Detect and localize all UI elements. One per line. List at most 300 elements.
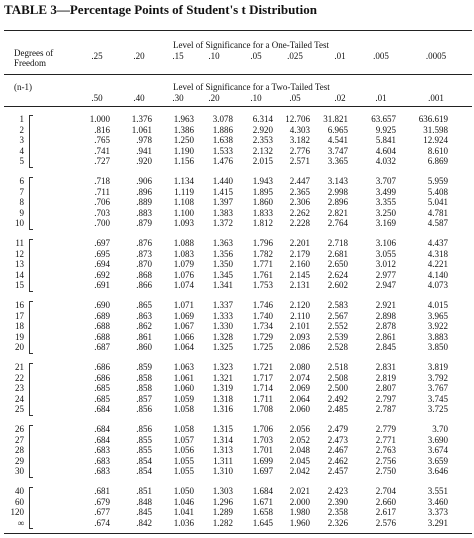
value-cell: 5.959 xyxy=(427,176,448,186)
value-cell: 2.583 xyxy=(327,300,348,310)
value-cell: 1.310 xyxy=(212,466,233,477)
df-cell: 27 xyxy=(15,434,24,445)
table-row xyxy=(0,497,474,508)
one_tailed_levels-level-4: .05 xyxy=(250,51,262,61)
df-cell: 5 xyxy=(19,156,24,167)
value-cell: 1.041 xyxy=(173,507,194,518)
value-cell: 2.576 xyxy=(375,517,396,528)
value-cell: 2.819 xyxy=(375,372,396,383)
table-row xyxy=(0,208,474,219)
table-row xyxy=(0,270,474,281)
value-cell: 1.397 xyxy=(212,197,233,208)
value-cell: 2.485 xyxy=(327,404,348,415)
bottom-rule xyxy=(4,533,472,534)
value-cell: 1.296 xyxy=(212,496,233,507)
header-divider-1 xyxy=(4,74,472,75)
value-cell: .685 xyxy=(94,383,110,394)
value-cell: .854 xyxy=(136,466,152,477)
top-rule xyxy=(4,30,472,31)
value-cell: 2.462 xyxy=(327,455,348,466)
value-cell: .861 xyxy=(136,331,152,342)
row-group xyxy=(0,176,474,229)
table-row xyxy=(0,135,474,146)
table-row xyxy=(0,156,474,167)
table-row xyxy=(0,373,474,384)
value-cell: .684 xyxy=(94,424,110,434)
value-cell: .687 xyxy=(94,342,110,353)
value-cell: .694 xyxy=(94,259,110,270)
value-cell: 3.767 xyxy=(427,383,448,394)
value-cell: 2.086 xyxy=(289,342,310,353)
value-cell: 9.925 xyxy=(375,124,396,135)
value-cell: 1.074 xyxy=(173,280,194,291)
value-cell: 2.977 xyxy=(375,269,396,280)
value-cell: 4.781 xyxy=(427,207,448,218)
value-cell: .896 xyxy=(136,186,152,197)
table-row xyxy=(0,311,474,322)
value-cell: .700 xyxy=(94,218,110,229)
value-cell: 3.659 xyxy=(427,455,448,466)
value-cell: 2.500 xyxy=(327,383,348,394)
table-row xyxy=(0,332,474,343)
value-cell: 1.282 xyxy=(212,517,233,528)
value-cell: .692 xyxy=(94,269,110,280)
value-cell: .978 xyxy=(136,135,152,146)
header-divider-2 xyxy=(4,106,472,107)
two_tailed_levels-level-6: .02 xyxy=(334,93,346,103)
value-cell: 1.319 xyxy=(212,383,233,394)
value-cell: 2.617 xyxy=(375,507,396,518)
value-cell: .690 xyxy=(94,300,110,310)
value-cell: 1.337 xyxy=(212,300,233,310)
value-cell: 1.796 xyxy=(252,238,273,248)
value-cell: .685 xyxy=(94,393,110,404)
two_tailed_levels-level-3: .20 xyxy=(208,93,220,103)
value-cell: 3.169 xyxy=(375,218,396,229)
value-cell: 2.878 xyxy=(375,321,396,332)
df-cell: 25 xyxy=(15,404,24,415)
value-cell: 1.963 xyxy=(173,114,194,124)
one_tailed_levels-level-1: .20 xyxy=(133,51,145,61)
df-cell: 19 xyxy=(15,331,24,342)
value-cell: .686 xyxy=(94,372,110,383)
value-cell: 3.106 xyxy=(375,238,396,248)
value-cell: 1.658 xyxy=(252,507,273,518)
table-row xyxy=(0,424,474,435)
df-cell: 15 xyxy=(15,280,24,291)
value-cell: 636.619 xyxy=(418,114,448,124)
value-cell: 3.355 xyxy=(375,197,396,208)
value-cell: 4.604 xyxy=(375,145,396,156)
value-cell: 1.729 xyxy=(252,331,273,342)
value-cell: 31.598 xyxy=(423,124,448,135)
value-cell: 2.602 xyxy=(327,280,348,291)
table-row xyxy=(0,249,474,260)
df-cell: 6 xyxy=(19,176,24,186)
value-cell: 2.896 xyxy=(327,197,348,208)
value-cell: 1.119 xyxy=(174,186,194,197)
value-cell: 4.073 xyxy=(427,280,448,291)
value-cell: 1.076 xyxy=(173,269,194,280)
value-cell: 2.831 xyxy=(375,362,396,372)
value-cell: 1.056 xyxy=(173,445,194,456)
value-cell: 1.638 xyxy=(212,135,233,146)
value-cell: 1.046 xyxy=(173,496,194,507)
value-cell: 1.717 xyxy=(252,372,273,383)
value-cell: 1.376 xyxy=(131,114,152,124)
value-cell: 1.100 xyxy=(173,207,194,218)
value-cell: 3.078 xyxy=(212,114,233,124)
value-cell: 2.518 xyxy=(327,362,348,372)
value-cell: 2.681 xyxy=(327,248,348,259)
value-cell: 1.061 xyxy=(173,372,194,383)
value-cell: 1.476 xyxy=(212,156,233,167)
value-cell: 2.947 xyxy=(375,280,396,291)
value-cell: 1.714 xyxy=(252,383,273,394)
value-cell: 2.457 xyxy=(327,466,348,477)
df-cell: 120 xyxy=(10,507,24,518)
value-cell: 1.960 xyxy=(289,517,310,528)
value-cell: 1.036 xyxy=(173,517,194,528)
value-cell: 2.704 xyxy=(375,486,396,496)
value-cell: 1.060 xyxy=(173,383,194,394)
value-cell: 1.697 xyxy=(252,466,273,477)
value-cell: .683 xyxy=(94,455,110,466)
value-cell: 2.845 xyxy=(375,342,396,353)
table-row xyxy=(0,218,474,229)
value-cell: 2.262 xyxy=(289,207,310,218)
value-cell: 2.528 xyxy=(327,342,348,353)
value-cell: 2.074 xyxy=(289,372,310,383)
value-cell: 3.883 xyxy=(427,331,448,342)
value-cell: 5.841 xyxy=(375,135,396,146)
value-cell: 1.711 xyxy=(253,393,273,404)
value-cell: .858 xyxy=(136,383,152,394)
value-cell: 1.350 xyxy=(212,259,233,270)
value-cell: 2.060 xyxy=(289,404,310,415)
value-cell: 2.306 xyxy=(289,197,310,208)
value-cell: 1.321 xyxy=(212,372,233,383)
value-cell: .941 xyxy=(136,145,152,156)
value-cell: 8.610 xyxy=(427,145,448,156)
value-cell: .848 xyxy=(136,496,152,507)
value-cell: 31.821 xyxy=(323,114,348,124)
value-cell: 1.833 xyxy=(252,207,273,218)
table-row xyxy=(0,394,474,405)
value-cell: 1.356 xyxy=(212,248,233,259)
value-cell: 2.467 xyxy=(327,445,348,456)
table-row xyxy=(0,383,474,394)
value-cell: 63.657 xyxy=(371,114,396,124)
value-cell: 2.473 xyxy=(327,434,348,445)
value-cell: 1.323 xyxy=(212,362,233,372)
value-cell: .703 xyxy=(94,207,110,218)
table-row xyxy=(0,280,474,291)
value-cell: 2.390 xyxy=(327,496,348,507)
value-cell: 1.314 xyxy=(212,434,233,445)
row-group xyxy=(0,300,474,353)
df-cell: 12 xyxy=(15,248,24,259)
value-cell: .854 xyxy=(136,455,152,466)
df-cell: 30 xyxy=(15,466,24,477)
value-cell: 3.792 xyxy=(427,372,448,383)
value-cell: 2.160 xyxy=(289,259,310,270)
value-cell: 2.042 xyxy=(289,466,310,477)
value-cell: 2.821 xyxy=(327,207,348,218)
value-cell: 2.110 xyxy=(290,310,310,321)
value-cell: 2.000 xyxy=(289,496,310,507)
value-cell: 3.291 xyxy=(427,517,448,528)
value-cell: 1.000 xyxy=(89,114,110,124)
table-row xyxy=(0,300,474,311)
table-row xyxy=(0,486,474,497)
row-group xyxy=(0,424,474,477)
value-cell: .711 xyxy=(94,186,110,197)
value-cell: 1.069 xyxy=(173,310,194,321)
value-cell: .695 xyxy=(94,248,110,259)
value-cell: .870 xyxy=(136,259,152,270)
table-row xyxy=(0,362,474,373)
value-cell: 1.093 xyxy=(173,218,194,229)
value-cell: .691 xyxy=(94,280,110,291)
value-cell: 2.015 xyxy=(252,156,273,167)
value-cell: 2.326 xyxy=(327,517,348,528)
df-cell: 22 xyxy=(15,372,24,383)
table-row xyxy=(0,187,474,198)
value-cell: 1.050 xyxy=(173,486,194,496)
df-cell: 16 xyxy=(15,300,24,310)
value-cell: 1.684 xyxy=(252,486,273,496)
table-title: TABLE 3—Percentage Points of Student's t Distribution xyxy=(4,2,317,17)
table-row xyxy=(0,435,474,446)
value-cell: .727 xyxy=(94,156,110,167)
value-cell: 3.365 xyxy=(327,156,348,167)
value-cell: 4.303 xyxy=(289,124,310,135)
value-cell: 3.725 xyxy=(427,404,448,415)
two_tailed_levels-level-2: .30 xyxy=(172,93,184,103)
value-cell: .688 xyxy=(94,321,110,332)
value-cell: 1.057 xyxy=(173,434,194,445)
table-row xyxy=(0,518,474,529)
two-tailed-caption: Level of Significance for a Two-Tailed Test xyxy=(173,82,330,92)
dof-label-line2: Freedom xyxy=(14,58,46,68)
table-row xyxy=(0,456,474,467)
value-cell: .883 xyxy=(136,207,152,218)
value-cell: 2.776 xyxy=(289,145,310,156)
value-cell: .765 xyxy=(94,135,110,146)
value-cell: 3.70 xyxy=(432,424,448,434)
df-cell: 8 xyxy=(19,197,24,208)
row-group xyxy=(0,114,474,167)
value-cell: 1.734 xyxy=(252,321,273,332)
table-row xyxy=(0,146,474,157)
value-cell: 1.980 xyxy=(289,507,310,518)
value-cell: 3.707 xyxy=(375,176,396,186)
table-row xyxy=(0,238,474,249)
df-cell: 17 xyxy=(15,310,24,321)
value-cell: .857 xyxy=(136,393,152,404)
value-cell: .859 xyxy=(136,362,152,372)
df-cell: 24 xyxy=(15,393,24,404)
value-cell: 3.460 xyxy=(427,496,448,507)
one_tailed_levels-level-2: .15 xyxy=(172,51,184,61)
value-cell: 3.499 xyxy=(375,186,396,197)
two_tailed_levels-level-5: .05 xyxy=(289,93,301,103)
value-cell: 1.190 xyxy=(173,145,194,156)
df-cell: 1 xyxy=(19,114,24,124)
value-cell: 4.032 xyxy=(375,156,396,167)
value-cell: 1.061 xyxy=(131,124,152,135)
value-cell: .684 xyxy=(94,404,110,415)
value-cell: 2.787 xyxy=(375,404,396,415)
value-cell: 2.797 xyxy=(375,393,396,404)
value-cell: 1.440 xyxy=(212,176,233,186)
value-cell: 1.761 xyxy=(252,269,273,280)
value-cell: 2.718 xyxy=(327,238,348,248)
one_tailed_levels-level-0: .25 xyxy=(91,51,103,61)
value-cell: 2.479 xyxy=(327,424,348,434)
value-cell: 1.721 xyxy=(252,362,273,372)
value-cell: .674 xyxy=(94,517,110,528)
value-cell: 2.353 xyxy=(252,135,273,146)
value-cell: 2.093 xyxy=(289,331,310,342)
value-cell: 4.437 xyxy=(427,238,448,248)
value-cell: .706 xyxy=(94,197,110,208)
one_tailed_levels-level-8: .0005 xyxy=(425,51,447,61)
value-cell: 1.067 xyxy=(173,321,194,332)
value-cell: 1.943 xyxy=(252,176,273,186)
one-tailed-caption: Level of Significance for a One-Tailed Test xyxy=(173,40,330,50)
value-cell: 2.779 xyxy=(375,424,396,434)
value-cell: 3.646 xyxy=(427,466,448,477)
df-cell: 2 xyxy=(19,124,24,135)
value-cell: 3.922 xyxy=(427,321,448,332)
value-cell: 1.886 xyxy=(212,124,233,135)
value-cell: 1.725 xyxy=(252,342,273,353)
value-cell: 2.508 xyxy=(327,372,348,383)
value-cell: .683 xyxy=(94,445,110,456)
value-cell: .860 xyxy=(136,342,152,353)
table-row xyxy=(0,197,474,208)
value-cell: 3.747 xyxy=(327,145,348,156)
value-cell: 1.063 xyxy=(173,362,194,372)
value-cell: 1.055 xyxy=(173,466,194,477)
value-cell: 1.895 xyxy=(252,186,273,197)
value-cell: .855 xyxy=(136,445,152,456)
value-cell: 2.052 xyxy=(289,434,310,445)
value-cell: 1.812 xyxy=(252,218,273,229)
two_tailed_levels-level-0: .50 xyxy=(91,93,103,103)
value-cell: 2.021 xyxy=(289,486,310,496)
value-cell: .920 xyxy=(136,156,152,167)
df-cell: 20 xyxy=(15,342,24,353)
table-row xyxy=(0,342,474,353)
value-cell: 2.764 xyxy=(327,218,348,229)
value-cell: 2.228 xyxy=(289,218,310,229)
value-cell: 2.365 xyxy=(289,186,310,197)
table-row xyxy=(0,507,474,518)
value-cell: .858 xyxy=(136,372,152,383)
table-row xyxy=(0,125,474,136)
value-cell: 1.706 xyxy=(252,424,273,434)
value-cell: 1.059 xyxy=(173,393,194,404)
row-group xyxy=(0,486,474,528)
value-cell: 3.745 xyxy=(427,393,448,404)
value-cell: 2.660 xyxy=(375,496,396,507)
value-cell: 2.861 xyxy=(375,331,396,342)
value-cell: 1.064 xyxy=(173,342,194,353)
value-cell: .851 xyxy=(136,486,152,496)
value-cell: 1.079 xyxy=(173,259,194,270)
value-cell: 3.055 xyxy=(375,248,396,259)
value-cell: 1.708 xyxy=(252,404,273,415)
value-cell: 1.860 xyxy=(252,197,273,208)
value-cell: .876 xyxy=(136,238,152,248)
value-cell: 2.763 xyxy=(375,445,396,456)
df-cell: 21 xyxy=(15,362,24,372)
value-cell: .863 xyxy=(136,310,152,321)
value-cell: 1.671 xyxy=(252,496,273,507)
table-row xyxy=(0,404,474,415)
value-cell: 1.313 xyxy=(212,445,233,456)
value-cell: 2.750 xyxy=(375,466,396,477)
value-cell: 1.318 xyxy=(212,393,233,404)
two_tailed_levels-level-8: .001 xyxy=(428,93,444,103)
value-cell: 3.674 xyxy=(427,445,448,456)
value-cell: 2.920 xyxy=(252,124,273,135)
value-cell: 6.965 xyxy=(327,124,348,135)
value-cell: 1.108 xyxy=(173,197,194,208)
value-cell: 2.201 xyxy=(289,238,310,248)
df-cell: 13 xyxy=(15,259,24,270)
df-cell: ∞ xyxy=(17,517,24,528)
value-cell: 4.140 xyxy=(427,269,448,280)
value-cell: 1.386 xyxy=(173,124,194,135)
value-cell: 2.447 xyxy=(289,176,310,186)
value-cell: 3.182 xyxy=(289,135,310,146)
one_tailed_levels-level-5: .025 xyxy=(287,51,303,61)
one_tailed_levels-level-6: .01 xyxy=(334,51,346,61)
value-cell: 2.771 xyxy=(375,434,396,445)
value-cell: 3.250 xyxy=(375,207,396,218)
df-cell: 10 xyxy=(15,218,24,229)
df-cell: 3 xyxy=(19,135,24,146)
value-cell: .879 xyxy=(136,218,152,229)
value-cell: .856 xyxy=(136,424,152,434)
value-cell: 1.383 xyxy=(212,207,233,218)
value-cell: 1.746 xyxy=(252,300,273,310)
value-cell: 3.143 xyxy=(327,176,348,186)
value-cell: 2.064 xyxy=(289,393,310,404)
df-cell: 9 xyxy=(19,207,24,218)
value-cell: 2.552 xyxy=(327,321,348,332)
value-cell: 2.101 xyxy=(289,321,310,332)
df-cell: 29 xyxy=(15,455,24,466)
df-cell: 60 xyxy=(15,496,24,507)
value-cell: 2.048 xyxy=(289,445,310,456)
df-cell: 4 xyxy=(19,145,24,156)
df-cell: 14 xyxy=(15,269,24,280)
value-cell: 2.756 xyxy=(375,455,396,466)
table-row xyxy=(0,176,474,187)
df-cell: 26 xyxy=(15,424,24,434)
value-cell: .868 xyxy=(136,269,152,280)
value-cell: 1.156 xyxy=(173,156,194,167)
value-cell: 1.250 xyxy=(173,135,194,146)
value-cell: .677 xyxy=(94,507,110,518)
value-cell: 4.221 xyxy=(427,259,448,270)
value-cell: 1.363 xyxy=(212,238,233,248)
